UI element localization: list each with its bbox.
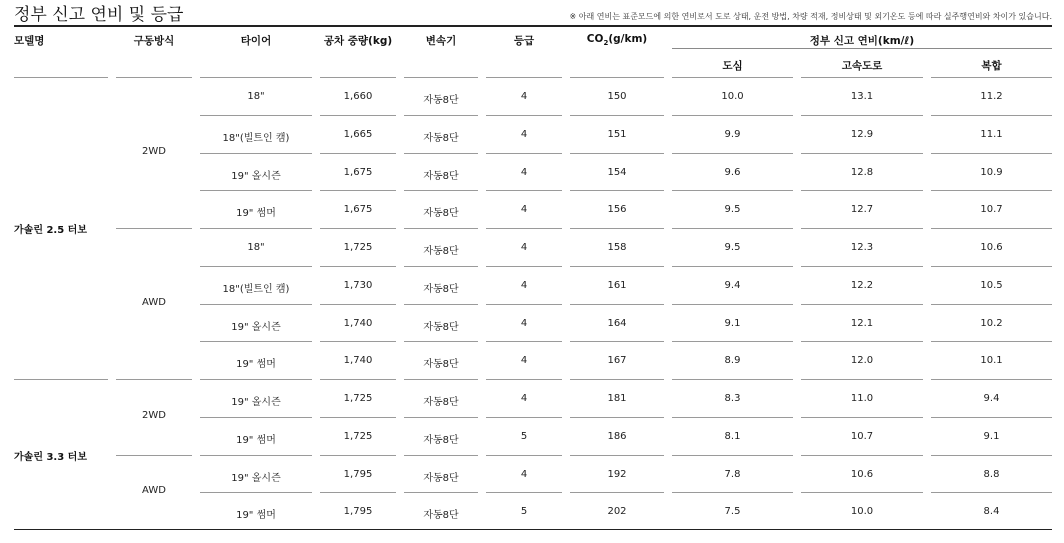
- row-rule: [931, 266, 1052, 267]
- cell-highway: 10.0: [850, 506, 874, 518]
- row-rule: [404, 341, 478, 342]
- drive-label: 2WD: [142, 409, 166, 421]
- row-rule: [320, 190, 396, 191]
- row-rule: [570, 379, 664, 380]
- row-rule: [672, 115, 793, 116]
- header-co2: [570, 33, 664, 47]
- header-drive: 구동방식: [133, 35, 175, 47]
- cell-weight: 1,730: [343, 279, 373, 291]
- row-rule: [200, 266, 312, 267]
- model-label: 가솔린 2.5 터보: [14, 225, 87, 236]
- cell-grade: 4: [520, 128, 528, 140]
- row-rule: [200, 455, 312, 456]
- row-rule: [801, 266, 923, 267]
- cell-grade: 4: [520, 468, 528, 480]
- row-rule: [404, 190, 478, 191]
- cell-tire: 18": [247, 91, 265, 102]
- row-rule: [801, 379, 923, 380]
- row-rule: [570, 190, 664, 191]
- model-label: 가솔린 3.3 터보: [14, 451, 87, 463]
- row-rule: [672, 341, 793, 342]
- header-co2-sub: 2: [603, 39, 609, 48]
- cell-transmission: 자동8단: [423, 132, 459, 144]
- row-rule: [320, 153, 396, 154]
- cell-highway: 12.9: [850, 128, 874, 140]
- row-rule: [931, 341, 1052, 342]
- cell-tire: 18"(빌트인 캠): [222, 132, 290, 144]
- cell-highway: 12.2: [850, 279, 874, 291]
- row-rule: [570, 492, 664, 493]
- cell-transmission: 자동8단: [423, 510, 459, 522]
- row-rule: [931, 304, 1052, 305]
- cell-tire: 19" 썸머: [236, 434, 276, 446]
- row-rule: [931, 190, 1052, 191]
- cell-combined: 9.1: [983, 430, 1000, 442]
- row-rule: [672, 417, 793, 418]
- cell-transmission: 자동8단: [423, 208, 459, 220]
- cell-co2: 202: [607, 506, 627, 518]
- drive-rule: [116, 455, 192, 456]
- header-rule: [931, 77, 1052, 78]
- page-title: 정부 신고 연비 및 등급: [14, 5, 184, 25]
- cell-city: 8.1: [724, 430, 741, 442]
- cell-tire: 19" 썸머: [236, 510, 276, 522]
- cell-co2: 181: [607, 393, 627, 404]
- cell-grade: 5: [520, 430, 528, 442]
- header-combined: 복합: [981, 60, 1002, 72]
- row-rule: [404, 379, 478, 380]
- row-rule: [672, 455, 793, 456]
- cell-weight: 1,740: [343, 317, 373, 329]
- row-rule: [486, 492, 562, 493]
- row-rule: [404, 492, 478, 493]
- row-rule: [570, 153, 664, 154]
- cell-weight: 1,660: [343, 91, 373, 102]
- cell-combined: 10.5: [980, 279, 1003, 291]
- cell-city: 9.9: [724, 128, 741, 140]
- cell-city: 7.5: [724, 506, 741, 518]
- row-rule: [931, 417, 1052, 418]
- row-rule: [200, 304, 312, 305]
- row-rule: [486, 304, 562, 305]
- cell-city: 10.0: [721, 91, 744, 102]
- row-rule: [200, 190, 312, 191]
- cell-grade: 4: [520, 242, 528, 253]
- header-grade: 등급: [513, 35, 535, 47]
- row-rule: [404, 304, 478, 305]
- row-rule: [200, 341, 312, 342]
- cell-combined: 11.1: [980, 128, 1003, 140]
- cell-transmission: 자동8단: [423, 397, 459, 408]
- drive-label: 2WD: [142, 145, 166, 157]
- cell-weight: 1,795: [343, 506, 373, 518]
- header-rule: [672, 77, 793, 78]
- row-rule: [200, 228, 312, 229]
- row-rule: [672, 228, 793, 229]
- cell-tire: 19" 올시즌: [231, 321, 281, 333]
- header-rule: [404, 77, 478, 78]
- row-rule: [672, 379, 793, 380]
- cell-combined: 9.4: [983, 393, 1000, 404]
- model-rule: [14, 379, 108, 380]
- row-rule: [672, 304, 793, 305]
- cell-weight: 1,725: [343, 393, 373, 404]
- row-rule: [672, 492, 793, 493]
- cell-combined: 10.6: [980, 242, 1003, 253]
- cell-highway: 10.7: [850, 430, 874, 442]
- cell-combined: 8.8: [983, 468, 1000, 480]
- cell-transmission: 자동8단: [423, 434, 459, 446]
- row-rule: [200, 417, 312, 418]
- header-co2-prefix: CO: [586, 33, 604, 45]
- header-rule: [570, 77, 664, 78]
- row-rule: [801, 190, 923, 191]
- efficiency-header-rule: [672, 48, 1052, 49]
- cell-co2: 156: [607, 204, 627, 216]
- header-rule: [200, 77, 312, 78]
- cell-tire: 19" 썸머: [236, 359, 276, 371]
- cell-combined: 10.9: [980, 166, 1003, 178]
- cell-weight: 1,795: [343, 468, 373, 480]
- row-rule: [320, 379, 396, 380]
- header-city: 도심: [722, 60, 743, 72]
- cell-co2: 158: [607, 242, 627, 253]
- row-rule: [320, 417, 396, 418]
- cell-combined: 11.2: [980, 91, 1003, 102]
- cell-co2: 167: [607, 355, 627, 367]
- cell-grade: 4: [520, 393, 528, 404]
- header-transmission: 변속기: [425, 35, 457, 47]
- row-rule: [570, 341, 664, 342]
- cell-transmission: 자동8단: [423, 246, 459, 257]
- cell-transmission: 자동8단: [423, 321, 459, 333]
- cell-highway: 12.0: [850, 355, 874, 367]
- cell-transmission: 자동8단: [423, 283, 459, 295]
- drive-rule: [116, 379, 192, 380]
- cell-tire: 19" 올시즌: [231, 472, 281, 484]
- row-rule: [801, 417, 923, 418]
- row-rule: [486, 341, 562, 342]
- cell-highway: 12.3: [850, 242, 874, 253]
- row-rule: [486, 153, 562, 154]
- row-rule: [486, 379, 562, 380]
- table-top-rule: [14, 25, 1052, 27]
- row-rule: [486, 190, 562, 191]
- row-rule: [404, 455, 478, 456]
- header-rule: [116, 77, 192, 78]
- disclaimer-note: ※ 아래 연비는 표준모드에 의한 연비로서 도로 상태, 운전 방법, 차량 적재, 정비상태 및 외기온도 등에 따라 실주행연비와 차이가 있습니다.: [569, 12, 1052, 21]
- row-rule: [672, 266, 793, 267]
- cell-co2: 151: [607, 128, 627, 140]
- row-rule: [801, 153, 923, 154]
- row-rule: [200, 153, 312, 154]
- row-rule: [200, 492, 312, 493]
- row-rule: [320, 228, 396, 229]
- row-rule: [320, 341, 396, 342]
- cell-tire: 19" 올시즌: [231, 170, 281, 182]
- cell-grade: 4: [520, 204, 528, 216]
- cell-highway: 12.7: [850, 204, 874, 216]
- cell-weight: 1,725: [343, 430, 373, 442]
- header-co2-suffix: (g/km): [608, 33, 648, 45]
- row-rule: [486, 455, 562, 456]
- table-bottom-rule: [14, 529, 1052, 530]
- row-rule: [570, 266, 664, 267]
- header-rule: [801, 77, 923, 78]
- cell-city: 9.6: [724, 166, 741, 178]
- row-rule: [801, 228, 923, 229]
- row-rule: [931, 492, 1052, 493]
- row-rule: [801, 455, 923, 456]
- cell-tire: 19" 올시즌: [231, 397, 281, 408]
- row-rule: [931, 455, 1052, 456]
- row-rule: [486, 115, 562, 116]
- cell-transmission: 자동8단: [423, 472, 459, 484]
- cell-tire: 18"(빌트인 캠): [222, 283, 290, 295]
- cell-tire: 18": [247, 242, 265, 253]
- row-rule: [404, 417, 478, 418]
- row-rule: [200, 379, 312, 380]
- cell-highway: 12.8: [850, 166, 874, 178]
- cell-grade: 4: [520, 279, 528, 291]
- cell-co2: 192: [607, 468, 627, 480]
- row-rule: [801, 115, 923, 116]
- cell-co2: 161: [607, 279, 627, 291]
- cell-city: 9.1: [724, 317, 741, 329]
- header-efficiency: 정부 신고 연비(km/ℓ): [809, 35, 915, 47]
- drive-label: AWD: [142, 296, 166, 308]
- cell-highway: 11.0: [850, 393, 874, 404]
- header-rule: [320, 77, 396, 78]
- header-tire: 타이어: [240, 35, 272, 47]
- cell-highway: 13.1: [850, 91, 874, 102]
- row-rule: [404, 266, 478, 267]
- row-rule: [570, 115, 664, 116]
- cell-city: 9.4: [724, 279, 741, 291]
- row-rule: [486, 417, 562, 418]
- row-rule: [486, 266, 562, 267]
- row-rule: [320, 115, 396, 116]
- cell-grade: 4: [520, 355, 528, 367]
- cell-weight: 1,675: [343, 204, 373, 216]
- cell-highway: 10.6: [850, 468, 874, 480]
- row-rule: [672, 153, 793, 154]
- cell-weight: 1,725: [343, 242, 373, 253]
- row-rule: [486, 228, 562, 229]
- cell-weight: 1,740: [343, 355, 373, 367]
- cell-transmission: 자동8단: [423, 95, 459, 106]
- cell-city: 8.9: [724, 355, 741, 367]
- row-rule: [931, 228, 1052, 229]
- row-rule: [320, 455, 396, 456]
- header-rule: [486, 77, 562, 78]
- cell-co2: 164: [607, 317, 627, 329]
- row-rule: [320, 492, 396, 493]
- cell-grade: 4: [520, 91, 528, 102]
- row-rule: [931, 379, 1052, 380]
- row-rule: [801, 492, 923, 493]
- cell-co2: 150: [607, 91, 627, 102]
- row-rule: [672, 190, 793, 191]
- drive-rule: [116, 228, 192, 229]
- cell-grade: 4: [520, 317, 528, 329]
- row-rule: [931, 115, 1052, 116]
- row-rule: [200, 115, 312, 116]
- cell-highway: 12.1: [850, 317, 874, 329]
- row-rule: [801, 341, 923, 342]
- header-highway: 고속도로: [841, 60, 883, 72]
- cell-weight: 1,665: [343, 128, 373, 140]
- cell-city: 9.5: [724, 204, 741, 216]
- drive-label: AWD: [142, 485, 166, 497]
- cell-co2: 154: [607, 166, 627, 178]
- header-rule: [14, 77, 108, 78]
- cell-city: 9.5: [724, 242, 741, 253]
- cell-transmission: 자동8단: [423, 359, 459, 371]
- cell-tire: 19" 썸머: [236, 208, 276, 220]
- cell-city: 7.8: [724, 468, 741, 480]
- cell-combined: 10.2: [980, 317, 1003, 329]
- row-rule: [404, 115, 478, 116]
- cell-combined: 10.1: [980, 355, 1003, 367]
- row-rule: [570, 228, 664, 229]
- cell-combined: 10.7: [980, 204, 1003, 216]
- header-model: 모델명: [14, 35, 45, 47]
- cell-grade: 4: [520, 166, 528, 178]
- row-rule: [570, 417, 664, 418]
- cell-city: 8.3: [724, 393, 741, 404]
- row-rule: [404, 228, 478, 229]
- row-rule: [320, 304, 396, 305]
- row-rule: [570, 455, 664, 456]
- row-rule: [404, 153, 478, 154]
- row-rule: [320, 266, 396, 267]
- cell-weight: 1,675: [343, 166, 373, 178]
- header-weight: 공차 중량(kg): [323, 35, 393, 47]
- row-rule: [801, 304, 923, 305]
- row-rule: [570, 304, 664, 305]
- row-rule: [931, 153, 1052, 154]
- cell-transmission: 자동8단: [423, 170, 459, 182]
- cell-grade: 5: [520, 506, 528, 518]
- cell-co2: 186: [607, 430, 627, 442]
- cell-combined: 8.4: [983, 506, 1000, 518]
